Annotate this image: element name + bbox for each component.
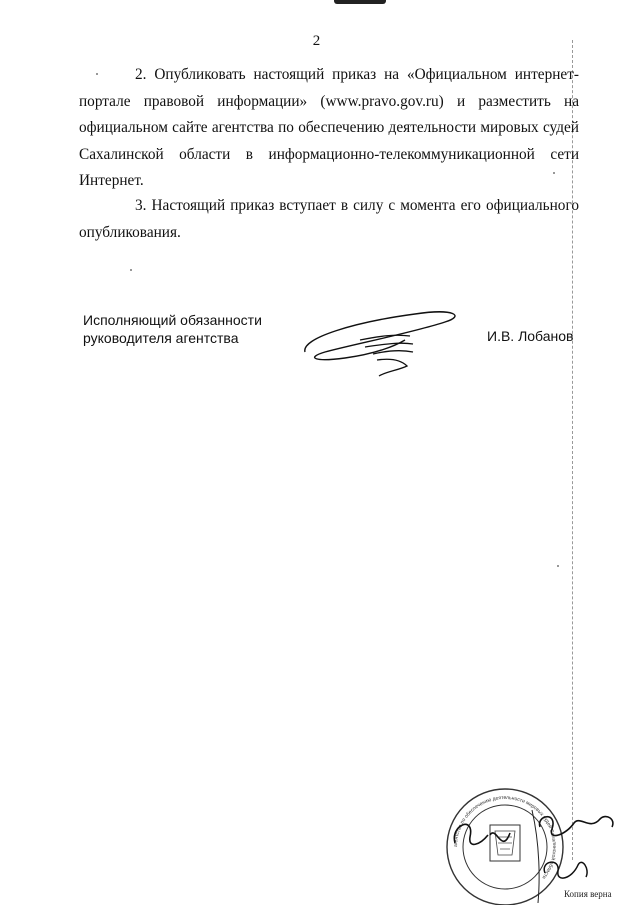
signatory-title-line2: руководителя агентства: [83, 330, 239, 346]
signatory-name: И.В. Лобанов: [487, 328, 574, 344]
paragraph-3: [79, 193, 579, 246]
scan-speck: [557, 565, 559, 567]
copy-certification-text: Копия верна: [564, 889, 612, 899]
stamp-ring-text: агентство по обеспечению деятельности мировых судей Сахалинской области: [452, 794, 558, 881]
paragraph-3-text: 3. Настоящий приказ вступает в силу с момента его официального опубликования.: [79, 197, 579, 241]
coat-of-arms-icon: [490, 825, 520, 861]
page-number: 2: [312, 33, 321, 49]
official-stamp: [440, 785, 630, 905]
copy-certification-handwriting: [454, 810, 613, 903]
paragraph-2: [79, 62, 579, 195]
scan-speck: [130, 269, 132, 271]
paragraph-2-text: 2. Опубликовать настоящий приказ на «Официальном интернет-портале правовой информации» (www.pravo.gov.ru) и разместить на официальном сайте агентства по обеспечению деятельности мировых судей Сахалинской области в информационно-телекоммуникационной сети Интернет.: [79, 66, 579, 189]
handwritten-signature: [295, 300, 470, 385]
scan-mark: [334, 0, 386, 4]
signatory-title: [83, 311, 262, 347]
signatory-title-line1: Исполняющий обязанности: [83, 312, 262, 328]
